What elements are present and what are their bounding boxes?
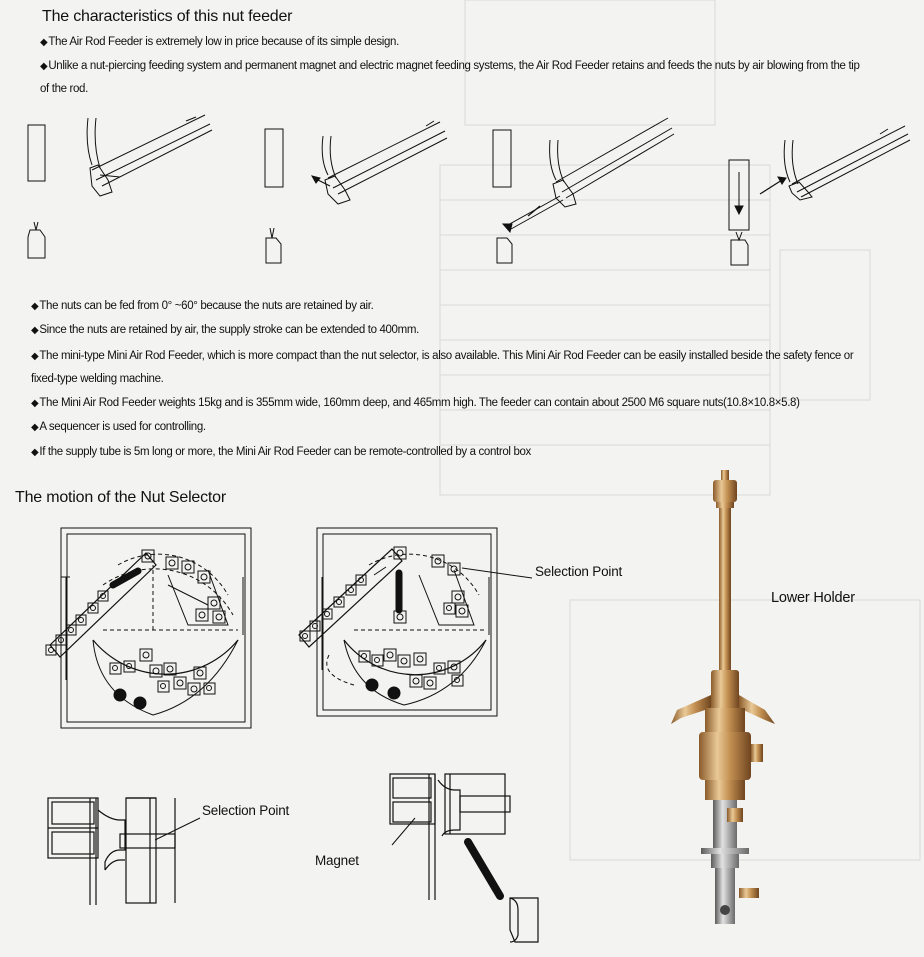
selection-point-label-2: Selection Point (202, 803, 290, 818)
lower-holder-illustration (665, 470, 805, 940)
lower-holder-label: Lower Holder (771, 590, 855, 606)
nut-selector-title: The motion of the Nut Selector (15, 489, 227, 506)
magnet-detail (380, 770, 580, 945)
bullet-supply-stroke: ◆Since the nuts are retained by air, the supply stroke can be extended to 400mm. (31, 324, 419, 336)
bullet-air-blowing-cont: of the rod. (40, 83, 88, 95)
bullet-mini-feeder-cont: fixed-type welding machine. (31, 373, 164, 385)
characteristics-title: The characteristics of this nut feeder (42, 8, 293, 25)
bullet-sequencer: ◆A sequencer is used for controlling. (31, 421, 206, 433)
bullet-air-blowing: ◆Unlike a nut-piercing feeding system and permanent magnet and electric magnet feeding systems, the Air Rod Feeder retains and feeds the nuts by air blowing from the tip (40, 60, 860, 72)
bullet-weight-dimensions: ◆The Mini Air Rod Feeder weights 15kg and is 355mm wide, 160mm deep, and 465mm high. The feeder can contain about 2500 M6 square nuts(10.8×10.8×5.8) (31, 397, 800, 409)
magnet-label: Magnet (315, 853, 359, 868)
bullet-mini-feeder: ◆The mini-type Mini Air Rod Feeder, which is more compact than the nut selector, is also available. This Mini Air Rod Feeder can be easily installed beside the safety fence or (31, 350, 854, 362)
selection-point-label-1: Selection Point (535, 564, 623, 579)
bullet-feed-angle: ◆The nuts can be fed from 0° ~60° because the nuts are retained by air. (31, 300, 374, 312)
bullet-remote-control: ◆If the supply tube is 5m long or more, the Mini Air Rod Feeder can be remote-controlled by a control box (31, 446, 531, 458)
bullet-low-price: ◆The Air Rod Feeder is extremely low in price because of its simple design. (40, 36, 399, 48)
